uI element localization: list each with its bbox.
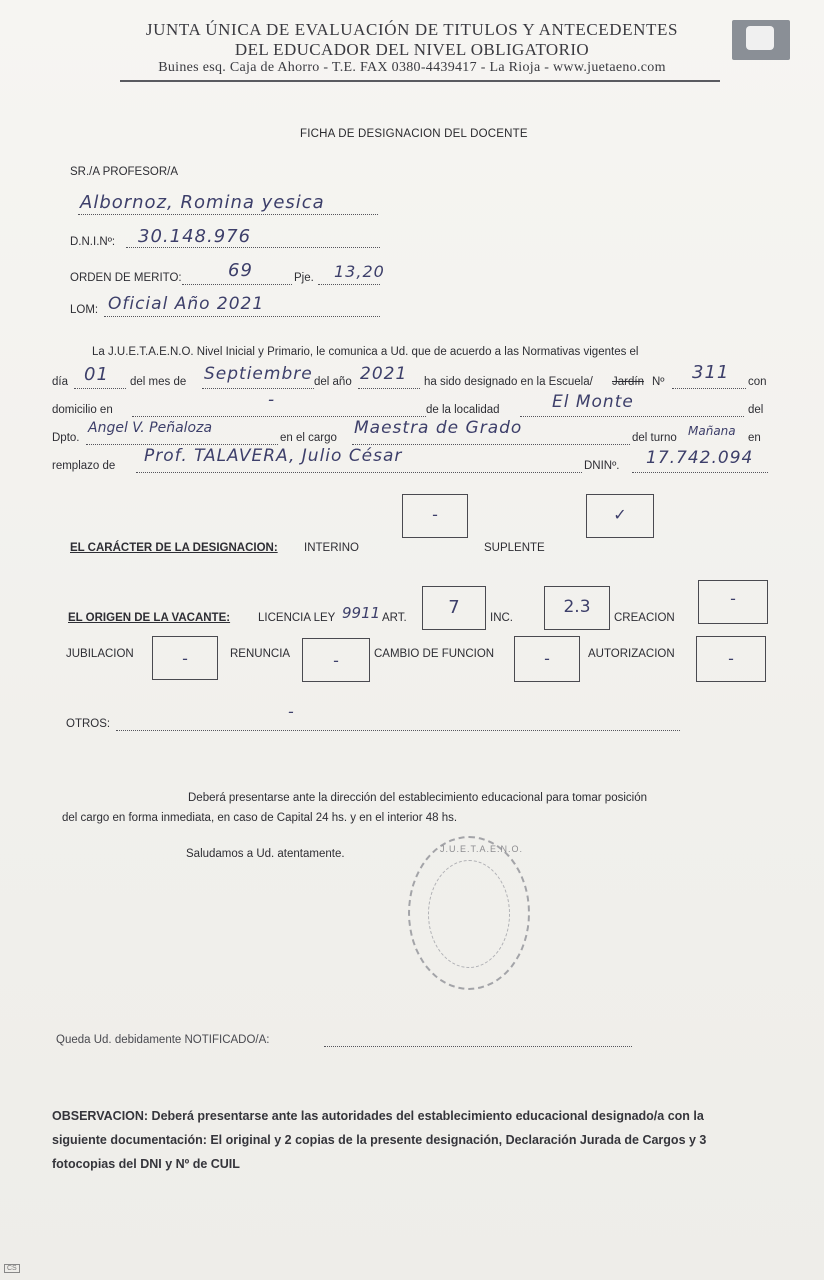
header-institution-line2: DEL EDUCADOR DEL NIVEL OBLIGATORIO — [234, 40, 590, 59]
domicilio-value: - — [268, 390, 276, 410]
mes-label: del mes de — [130, 376, 187, 388]
dia-value: 01 — [84, 364, 109, 385]
interino-label: INTERINO — [304, 542, 359, 554]
greeting-text: Saludamos a Ud. atentamente. — [186, 848, 345, 860]
autorizacion-mark: - — [728, 649, 734, 668]
renuncia-box[interactable] — [302, 638, 370, 682]
cambio-label: CAMBIO DE FUNCION — [374, 648, 495, 660]
autorizacion-label: AUTORIZACION — [588, 648, 675, 660]
header-rule — [120, 80, 720, 82]
otros-value: - — [288, 702, 295, 721]
order-dotted-line — [182, 284, 292, 285]
creacion-mark: - — [730, 589, 736, 608]
lom-dotted-line — [104, 316, 380, 317]
art-box[interactable] — [422, 586, 486, 630]
origen-label: EL ORIGEN DE LA VACANTE: — [68, 612, 231, 624]
pje-label: Pje. — [294, 272, 314, 284]
art-label: ART. — [382, 612, 407, 624]
cargo-label: en el cargo — [280, 432, 337, 444]
form-title: FICHA DE DESIGNACION DEL DOCENTE — [300, 128, 528, 140]
otros-label: OTROS: — [66, 718, 111, 730]
pje-dotted-line — [318, 284, 380, 285]
mes-dotted-line — [202, 388, 314, 389]
creacion-label: CREACION — [614, 612, 675, 624]
intro-text: La J.U.E.T.A.E.N.O. Nivel Inicial y Primario, le comunica a Ud. que de acuerdo a las Normativas vigentes el — [92, 346, 639, 358]
domicilio-dotted-line — [132, 416, 426, 417]
interino-checkbox[interactable] — [402, 494, 468, 538]
inc-box[interactable] — [544, 586, 610, 630]
renuncia-mark: - — [333, 651, 339, 670]
dni-label: D.N.I.Nº: — [70, 236, 116, 248]
art-value: 7 — [448, 597, 460, 618]
reemplazo-value: Prof. TALAVERA, Julio César — [144, 446, 403, 466]
autorizacion-box[interactable] — [696, 636, 766, 682]
dnin-label: DNINº. — [584, 460, 620, 472]
en-label: en — [748, 432, 761, 444]
closing-paragraph-line1: Deberá presentarse ante la dirección del establecimiento educacional para tomar posición — [188, 792, 647, 804]
observacion-line3: fotocopias del DNI y Nº de CUIL — [52, 1157, 240, 1171]
domicilio-label: domicilio en — [52, 404, 113, 416]
escuela-dotted-line — [672, 388, 746, 389]
anio-value: 2021 — [360, 364, 408, 384]
numero-label: Nº — [652, 376, 665, 388]
official-stamp — [408, 836, 530, 990]
dni-dotted-line — [126, 247, 380, 248]
localidad-label: de la localidad — [426, 404, 500, 416]
lom-label: LOM: — [70, 304, 99, 316]
creacion-box[interactable] — [698, 580, 768, 624]
dnin-dotted-line — [632, 472, 768, 473]
cargo-value: Maestra de Grado — [354, 418, 523, 438]
lom-value: Oficial Año 2021 — [108, 294, 265, 314]
localidad-value: El Monte — [552, 392, 634, 412]
localidad-dotted-line — [520, 416, 744, 417]
escuela-value: 311 — [692, 362, 730, 383]
caracter-label: EL CARÁCTER DE LA DESIGNACION: — [70, 542, 278, 554]
designado-label: ha sido designado en la Escuela/ — [424, 376, 593, 388]
notified-label: Queda Ud. debidamente NOTIFICADO/A: — [56, 1034, 270, 1046]
ley-value: 9911 — [342, 604, 381, 622]
teacher-name: Albornoz, Romina yesica — [80, 192, 325, 213]
scanner-badge: CS — [4, 1264, 20, 1273]
renuncia-label: RENUNCIA — [230, 648, 291, 660]
dia-dotted-line — [74, 388, 126, 389]
observacion-line2: siguiente documentación: El original y 2 copias de la presente designación, Declaración Jurada de Cargos y 3 — [52, 1133, 707, 1147]
mes-value: Septiembre — [204, 364, 313, 384]
anio-dotted-line — [358, 388, 420, 389]
turno-value: Mañana — [688, 424, 736, 438]
institution-logo — [732, 20, 790, 60]
observacion-line1: OBSERVACION: Deberá presentarse ante las autoridades del establecimiento educacional designado/a con la — [52, 1109, 704, 1123]
anio-label: del año — [314, 376, 352, 388]
pje-value: 13,20 — [334, 262, 385, 281]
dpto-value: Angel V. Peñaloza — [88, 420, 213, 436]
reemplazo-dotted-line — [136, 472, 582, 473]
suplente-mark: ✓ — [613, 505, 627, 524]
del-label: del — [748, 404, 764, 416]
dpto-label: Dpto. — [52, 432, 80, 444]
cambio-box[interactable] — [514, 636, 580, 682]
dia-label: día — [52, 376, 68, 388]
cambio-mark: - — [544, 649, 550, 668]
header-institution-line1: JUNTA ÚNICA DE EVALUACIÓN DE TITULOS Y ANTECEDENTES — [145, 20, 679, 39]
con-label: con — [748, 376, 767, 388]
turno-label: del turno — [632, 432, 677, 444]
salutation-label: SR./A PROFESOR/A — [70, 166, 178, 178]
jubilacion-box[interactable] — [152, 636, 218, 680]
closing-paragraph-line2: del cargo en forma inmediata, en caso de Capital 24 hs. y en el interior 48 hs. — [62, 812, 458, 824]
interino-mark: - — [432, 505, 438, 524]
inc-label: INC. — [490, 612, 513, 624]
licencia-label: LICENCIA LEY — [258, 612, 336, 624]
jubilacion-label: JUBILACION — [66, 648, 134, 660]
header-contact-line: Buines esq. Caja de Ahorro - T.E. FAX 0380-4439417 - La Rioja - www.juetaeno.com — [158, 60, 666, 75]
name-dotted-line — [78, 214, 378, 215]
inc-value: 2.3 — [563, 597, 591, 617]
order-label: ORDEN DE MERITO: — [70, 272, 182, 284]
suplente-label: SUPLENTE — [484, 542, 545, 554]
notified-dotted-line — [324, 1046, 632, 1047]
dni-value: 30.148.976 — [138, 226, 252, 247]
dpto-dotted-line — [86, 444, 278, 445]
suplente-checkbox[interactable] — [586, 494, 654, 538]
jardin-label: Jardín — [612, 376, 644, 388]
dnin-value: 17.742.094 — [646, 448, 754, 468]
reemplazo-label: remplazo de — [52, 460, 116, 472]
cargo-dotted-line — [352, 444, 630, 445]
order-value: 69 — [228, 260, 253, 281]
jubilacion-mark: - — [182, 649, 188, 668]
otros-dotted-line — [116, 730, 680, 731]
stamp-text: J.U.E.T.A.E.N.O. — [440, 844, 524, 854]
